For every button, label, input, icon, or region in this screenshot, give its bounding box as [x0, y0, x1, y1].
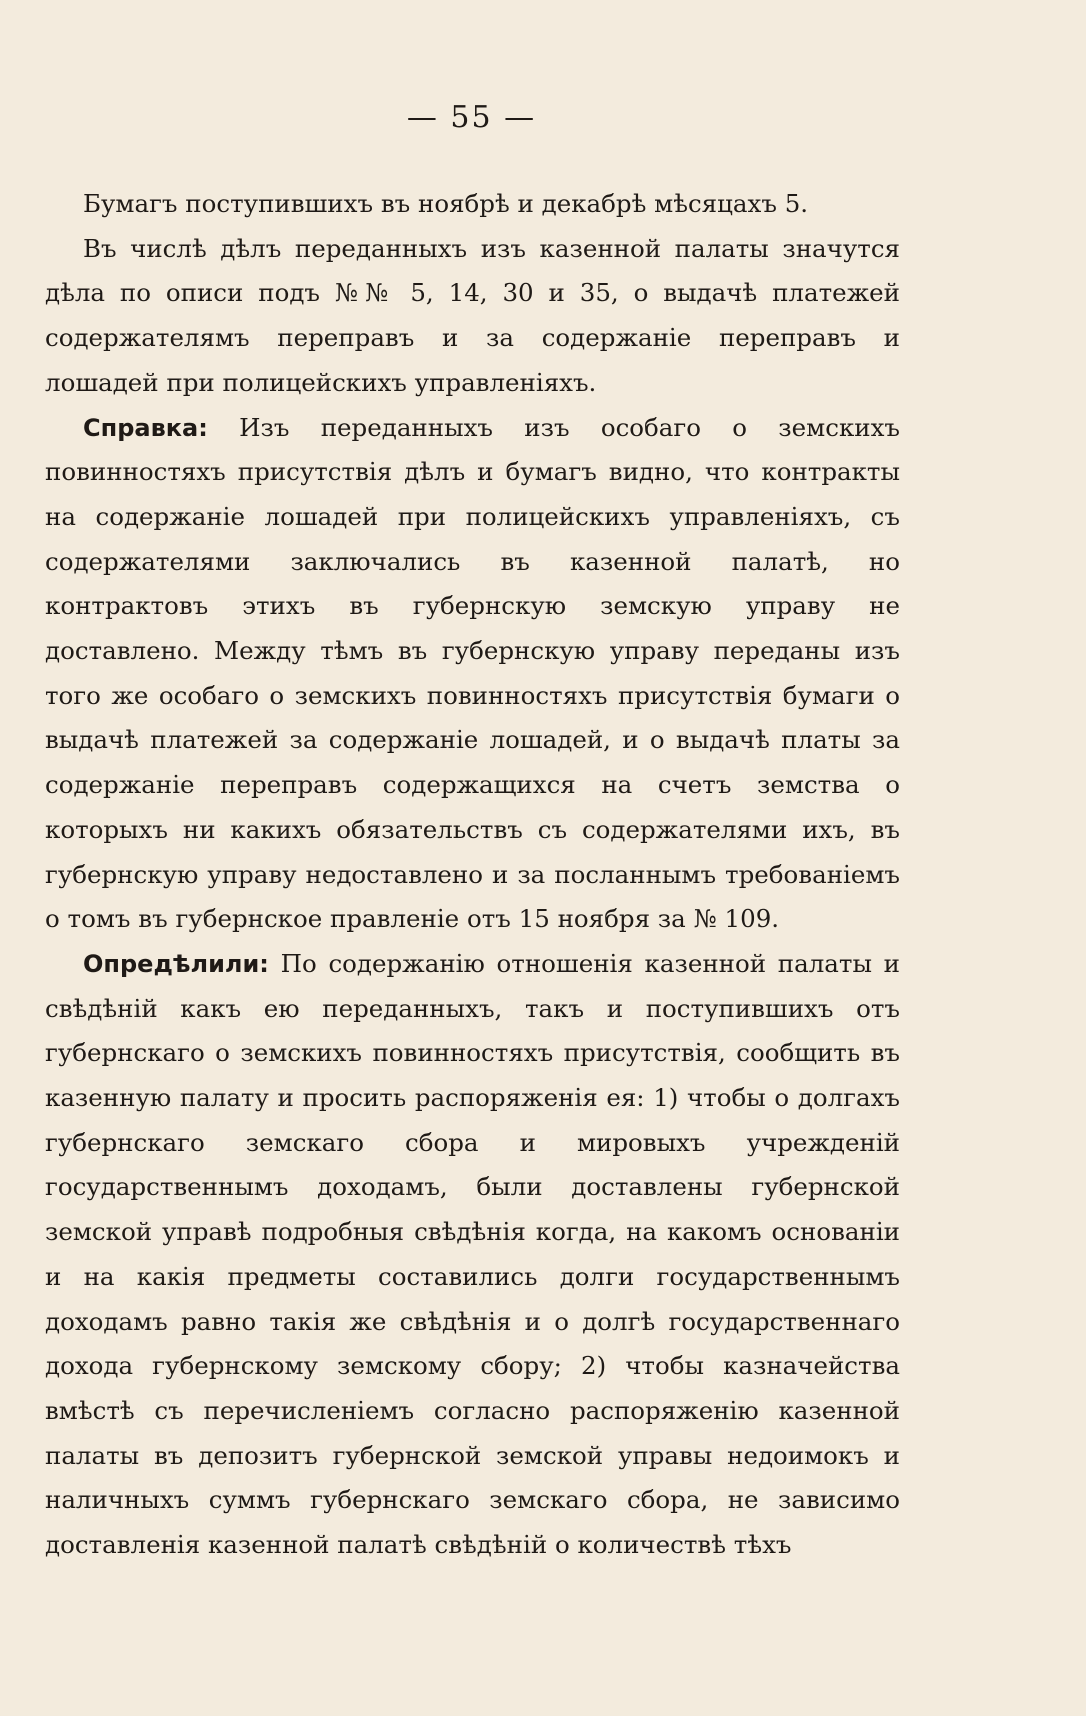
body-text [45, 182, 900, 1568]
paragraph [45, 227, 900, 406]
paragraph-text: По содержанію отношенія казенной палаты и свѣдѣній какъ ею переданныхъ, такъ и поступившихъ отъ губернскаго о земскихъ повинностяхъ присутствія, сообщить въ казенную палату и просить распоряженія ея: 1) чтобы о долгахъ губернскаго земскаго сбора и мировыхъ учрежденій государственнымъ доходамъ, были доставлены губернской земской управѣ подробныя свѣдѣнія когда, на какомъ основаніи и на какія предметы составились долги государственнымъ доходамъ равно такія же свѣдѣнія и о долгѣ государственнаго дохода губернскому земскому сбору; 2) чтобы казначейства вмѣстѣ съ перечисленіемъ согласно распоряженію казенной палаты въ депозитъ губернской земской управы недоимокъ и наличныхъ суммъ губернскаго земскаго сбора, не зависимо доставленія казенной палатѣ свѣдѣній о количествѣ тѣхъ [45, 948, 900, 1560]
page-number: — 55 — [406, 100, 537, 135]
paragraph-spravka [45, 406, 900, 942]
paragraph-text: Въ числѣ дѣлъ переданныхъ изъ казенной палаты значутся дѣла по описи подъ №№ 5, 14, 30 и 35, о выдачѣ платежей содержателямъ переправъ и за содержаніе переправъ и лошадей при полицейскихъ управленіяхъ. [45, 233, 900, 397]
paragraph-lead: Опредѣлили: [83, 949, 269, 978]
paragraph-lead: Справка: [83, 413, 208, 442]
paragraph-text: Бумагъ поступившихъ въ ноябрѣ и декабрѣ мѣсяцахъ 5. [83, 189, 809, 218]
paragraph [45, 182, 900, 227]
paragraph-text: Изъ переданныхъ изъ особаго о земскихъ повинностяхъ присутствія дѣлъ и бумагъ видно, что контракты на содержаніе лошадей при полицейскихъ управленіяхъ, съ содержателями заключались въ казенной палатѣ, но контрактовъ этихъ въ губернскую земскую управу не доставлено. Между тѣмъ въ губернскую управу переданы изъ того же особаго о земскихъ повинностяхъ присутствія бумаги о выдачѣ платежей за содержаніе лошадей, и о выдачѣ платы за содержаніе переправъ содержащихся на счетъ земства о которыхъ ни какихъ обязательствъ съ содержателями ихъ, въ губернскую управу недоставлено и за посланнымъ требованіемъ о томъ въ губернское правленіе отъ 15 ноября за № 109. [45, 412, 900, 934]
paragraph-opredelili [45, 942, 900, 1568]
